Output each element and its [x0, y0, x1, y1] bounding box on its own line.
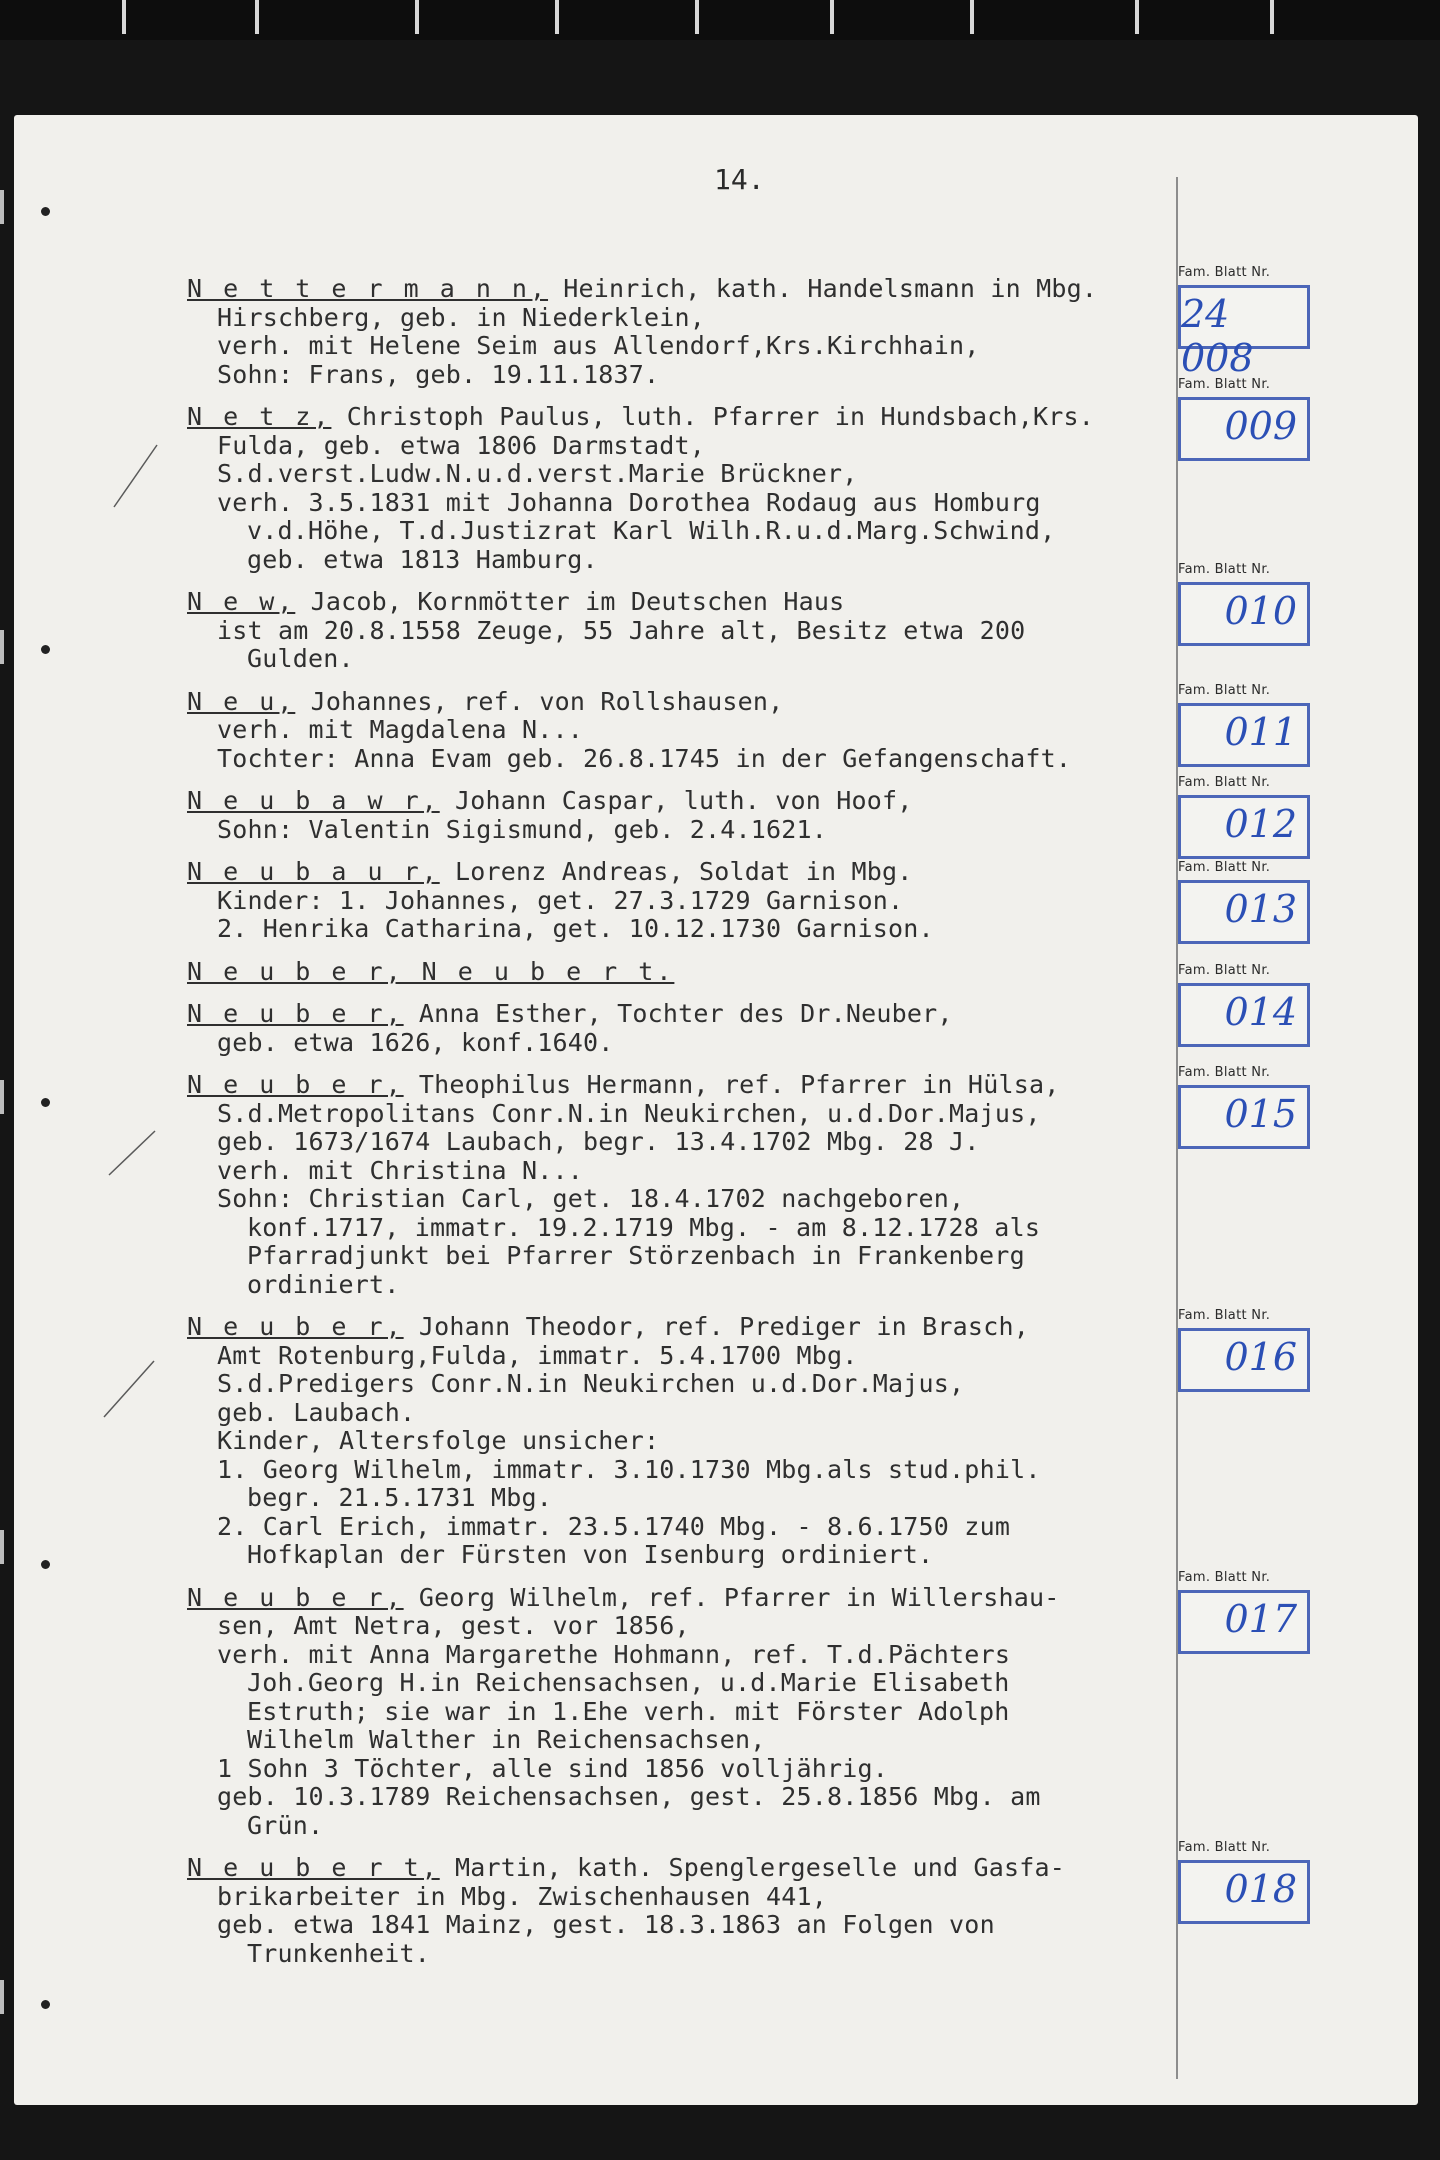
family-sheet-number: 013 — [1224, 887, 1297, 931]
entry-neu — [187, 688, 1177, 774]
entry-text: geb. etwa 1841 Mainz, gest. 18.3.1863 an Folgen von — [217, 1910, 995, 1939]
entry-text: 1 Sohn 3 Töchter, alle sind 1856 volljährig. — [217, 1753, 889, 1783]
entry-text: Johann Theodor, ref. Prediger in Brasch, — [418, 1312, 1029, 1341]
entry-text: Jacob, Kornmötter im Deutschen Haus — [310, 587, 845, 616]
family-sheet-label: Fam. Blatt Nr. — [1178, 1840, 1271, 1855]
family-sheet-box — [1178, 703, 1310, 767]
family-sheet-box — [1178, 1085, 1310, 1149]
entry-text: Amt Rotenburg,Fulda, immatr. 5.4.1700 Mbg. — [217, 1340, 858, 1370]
entry-text: Christoph Paulus, luth. Pfarrer in Hundsbach,Krs. — [346, 402, 1094, 431]
entry-text: Kinder: 1. Johannes, get. 27.3.1729 Garnison. — [217, 885, 904, 915]
entry-surname: N e t z, — [187, 402, 332, 431]
family-sheet-box — [1178, 397, 1310, 461]
entry-text: verh. mit Magdalena N... — [217, 715, 584, 744]
entry-text: Kinder, Altersfolge unsicher: — [217, 1426, 660, 1455]
entry-text: Hofkaplan der Fürsten von Isenburg ordiniert. — [247, 1540, 934, 1569]
scanner-tick — [1135, 0, 1139, 34]
family-sheet-label: Fam. Blatt Nr. — [1178, 860, 1271, 875]
family-sheet-label: Fam. Blatt Nr. — [1178, 1065, 1271, 1080]
family-sheet-label: Fam. Blatt Nr. — [1178, 683, 1271, 698]
family-sheet-label: Fam. Blatt Nr. — [1178, 562, 1271, 577]
entry-text: Sohn: Frans, geb. 19.11.1837. — [217, 359, 660, 389]
entry-text: S.d.Metropolitans Conr.N.in Neukirchen, u.d.Dor.Majus, — [217, 1098, 1041, 1128]
family-sheet-number: 010 — [1224, 589, 1297, 633]
scanner-tick — [555, 0, 559, 34]
entry-text: Gulden. — [247, 644, 354, 673]
entry-surname: N e u b a w r, — [187, 786, 440, 815]
edge-tick — [0, 1080, 4, 1114]
entry-text: Theophilus Hermann, ref. Pfarrer in Hülsa, — [418, 1070, 1060, 1099]
entry-text: sen, Amt Netra, gest. vor 1856, — [217, 1611, 690, 1640]
entry-text: Martin, kath. Spenglergeselle und Gasfa- — [454, 1853, 1066, 1882]
entry-surname: N e u b e r, — [187, 1070, 404, 1099]
entry-text: v.d.Höhe, T.d.Justizrat Karl Wilh.R.u.d.Marg.Schwind, — [247, 516, 1056, 545]
family-sheet-box — [1178, 983, 1310, 1047]
family-sheet-number: 014 — [1224, 990, 1297, 1034]
entry-neuber-crossref — [187, 958, 1177, 987]
entry-text: Estruth; sie war in 1.Ehe verh. mit Förster Adolph — [247, 1696, 1010, 1726]
entry-text: ordiniert. — [247, 1269, 400, 1299]
family-sheet-box — [1178, 795, 1310, 859]
entry-neubawr — [187, 787, 1177, 844]
family-sheet-box — [1178, 1328, 1310, 1392]
scanner-tick — [255, 0, 259, 34]
entry-text: Heinrich, kath. Handelsmann in Mbg. — [563, 274, 1098, 303]
entry-list — [187, 275, 1177, 1982]
scanner-tick — [122, 0, 126, 34]
entry-surname: N e u b e r, — [187, 1582, 404, 1612]
entry-text: Wilhelm Walther in Reichensachsen, — [247, 1725, 766, 1754]
entry-surname: N e w, — [187, 587, 296, 616]
entry-neuber-georg-wilhelm — [187, 1584, 1177, 1841]
page-number: 14. — [714, 163, 765, 196]
entry-text: S.d.verst.Ludw.N.u.d.verst.Marie Brückner, — [217, 459, 858, 488]
scanner-top-strip — [0, 0, 1440, 40]
family-sheet-label: Fam. Blatt Nr. — [1178, 775, 1271, 790]
entry-text: 2. Carl Erich, immatr. 23.5.1740 Mbg. - 8.6.1750 zum — [217, 1511, 1011, 1541]
entry-neubert — [187, 1854, 1177, 1968]
scanner-tick — [830, 0, 834, 34]
entry-surname: N e u b a u r, — [187, 857, 440, 886]
entry-text: Johannes, ref. von Rollshausen, — [310, 686, 784, 716]
scanner-tick — [1270, 0, 1274, 34]
entry-text: verh. 3.5.1831 mit Johanna Dorothea Rodaug aus Homburg — [217, 487, 1041, 517]
family-sheet-number: 017 — [1224, 1597, 1297, 1641]
entry-text: Joh.Georg H.in Reichensachsen, u.d.Marie Elisabeth — [247, 1668, 1010, 1697]
entry-text: geb. etwa 1813 Hamburg. — [247, 544, 598, 574]
family-sheet-number: 011 — [1224, 710, 1297, 754]
entry-surname: N e u b e r, N e u b e r t. — [187, 956, 675, 986]
entry-text: verh. mit Helene Seim aus Allendorf,Krs.Kirchhain, — [217, 331, 980, 360]
entry-neuber-johann-theodor — [187, 1313, 1177, 1570]
entry-text: Sohn: Valentin Sigismund, geb. 2.4.1621. — [217, 814, 828, 844]
entry-text: brikarbeiter in Mbg. Zwischenhausen 441, — [217, 1881, 828, 1911]
pencil-stroke — [114, 445, 157, 507]
entry-text: Tochter: Anna Evam geb. 26.8.1745 in der Gefangenschaft. — [217, 743, 1072, 773]
entry-text: Trunkenheit. — [247, 1938, 431, 1968]
entry-text: 1. Georg Wilhelm, immatr. 3.10.1730 Mbg.als stud.phil. — [217, 1454, 1041, 1484]
entry-text: Grün. — [247, 1810, 324, 1840]
entry-surname: N e u b e r t, — [187, 1853, 440, 1882]
family-sheet-label: Fam. Blatt Nr. — [1178, 265, 1271, 280]
scanner-tick — [970, 0, 974, 34]
entry-surname: N e u b e r, — [187, 999, 404, 1028]
family-sheet-box — [1178, 1590, 1310, 1654]
scanner-tick — [415, 0, 419, 34]
pencil-stroke — [104, 1361, 154, 1417]
family-sheet-number: 24 008 — [1181, 292, 1254, 380]
entry-nettermann — [187, 275, 1177, 389]
index-card — [14, 115, 1418, 2105]
family-sheet-box — [1178, 582, 1310, 646]
scanner-tick — [695, 0, 699, 34]
entry-text: begr. 21.5.1731 Mbg. — [247, 1483, 553, 1512]
family-sheet-label: Fam. Blatt Nr. — [1178, 1570, 1271, 1585]
entry-text: 2. Henrika Catharina, get. 10.12.1730 Garnison. — [217, 914, 934, 943]
entry-text: Anna Esther, Tochter des Dr.Neuber, — [418, 999, 953, 1028]
family-sheet-number: 015 — [1224, 1092, 1297, 1136]
family-sheet-label: Fam. Blatt Nr. — [1178, 377, 1271, 392]
entry-text: verh. mit Anna Margarethe Hohmann, ref. T.d.Pächters — [217, 1639, 1011, 1669]
entry-surname: N e u b e r, — [187, 1312, 404, 1341]
entry-text: ist am 20.8.1558 Zeuge, 55 Jahre alt, Besitz etwa 200 — [217, 615, 1026, 645]
entry-neubaur — [187, 858, 1177, 944]
entry-text: S.d.Predigers Conr.N.in Neukirchen u.d.Dor.Majus, — [217, 1369, 965, 1398]
entry-text: Pfarradjunkt bei Pfarrer Störzenbach in Frankenberg — [247, 1241, 1025, 1270]
entry-surname: N e t t e r m a n n, — [187, 274, 549, 303]
family-sheet-box — [1178, 880, 1310, 944]
entry-text: Fulda, geb. etwa 1806 Darmstadt, — [217, 430, 706, 460]
family-sheet-number: 018 — [1224, 1867, 1297, 1911]
edge-tick — [0, 190, 4, 224]
edge-tick — [0, 1530, 4, 1564]
entry-text: geb. etwa 1626, konf.1640. — [217, 1027, 614, 1057]
entry-neuber-theophilus — [187, 1071, 1177, 1299]
entry-text: geb. 1673/1674 Laubach, begr. 13.4.1702 Mbg. 28 J. — [217, 1127, 980, 1156]
entry-text: Hirschberg, geb. in Niederklein, — [217, 302, 706, 332]
family-sheet-number: 009 — [1224, 404, 1297, 448]
family-sheet-number: 012 — [1224, 802, 1297, 846]
entry-new — [187, 588, 1177, 674]
edge-tick — [0, 1980, 4, 2014]
entry-text: Johann Caspar, luth. von Hoof, — [454, 786, 913, 815]
entry-netz — [187, 403, 1177, 574]
family-sheet-number: 016 — [1224, 1335, 1297, 1379]
entry-surname: N e u, — [187, 686, 296, 716]
edge-tick — [0, 630, 4, 664]
entry-text: Lorenz Andreas, Soldat in Mbg. — [454, 857, 913, 886]
family-sheet-label: Fam. Blatt Nr. — [1178, 963, 1271, 978]
entry-neuber-anna — [187, 1000, 1177, 1057]
entry-text: geb. 10.3.1789 Reichensachsen, gest. 25.8.1856 Mbg. am — [217, 1782, 1041, 1811]
family-sheet-label: Fam. Blatt Nr. — [1178, 1308, 1271, 1323]
entry-text: Sohn: Christian Carl, get. 18.4.1702 nachgeboren, — [217, 1184, 965, 1213]
family-sheet-box — [1178, 1860, 1310, 1924]
entry-text: geb. Laubach. — [217, 1397, 416, 1427]
entry-text: Georg Wilhelm, ref. Pfarrer in Willershau- — [418, 1582, 1060, 1612]
entry-text: konf.1717, immatr. 19.2.1719 Mbg. - am 8.12.1728 als — [247, 1212, 1041, 1242]
family-sheet-box — [1178, 285, 1310, 380]
pencil-stroke — [109, 1131, 155, 1175]
entry-text: verh. mit Christina N... — [217, 1155, 584, 1185]
